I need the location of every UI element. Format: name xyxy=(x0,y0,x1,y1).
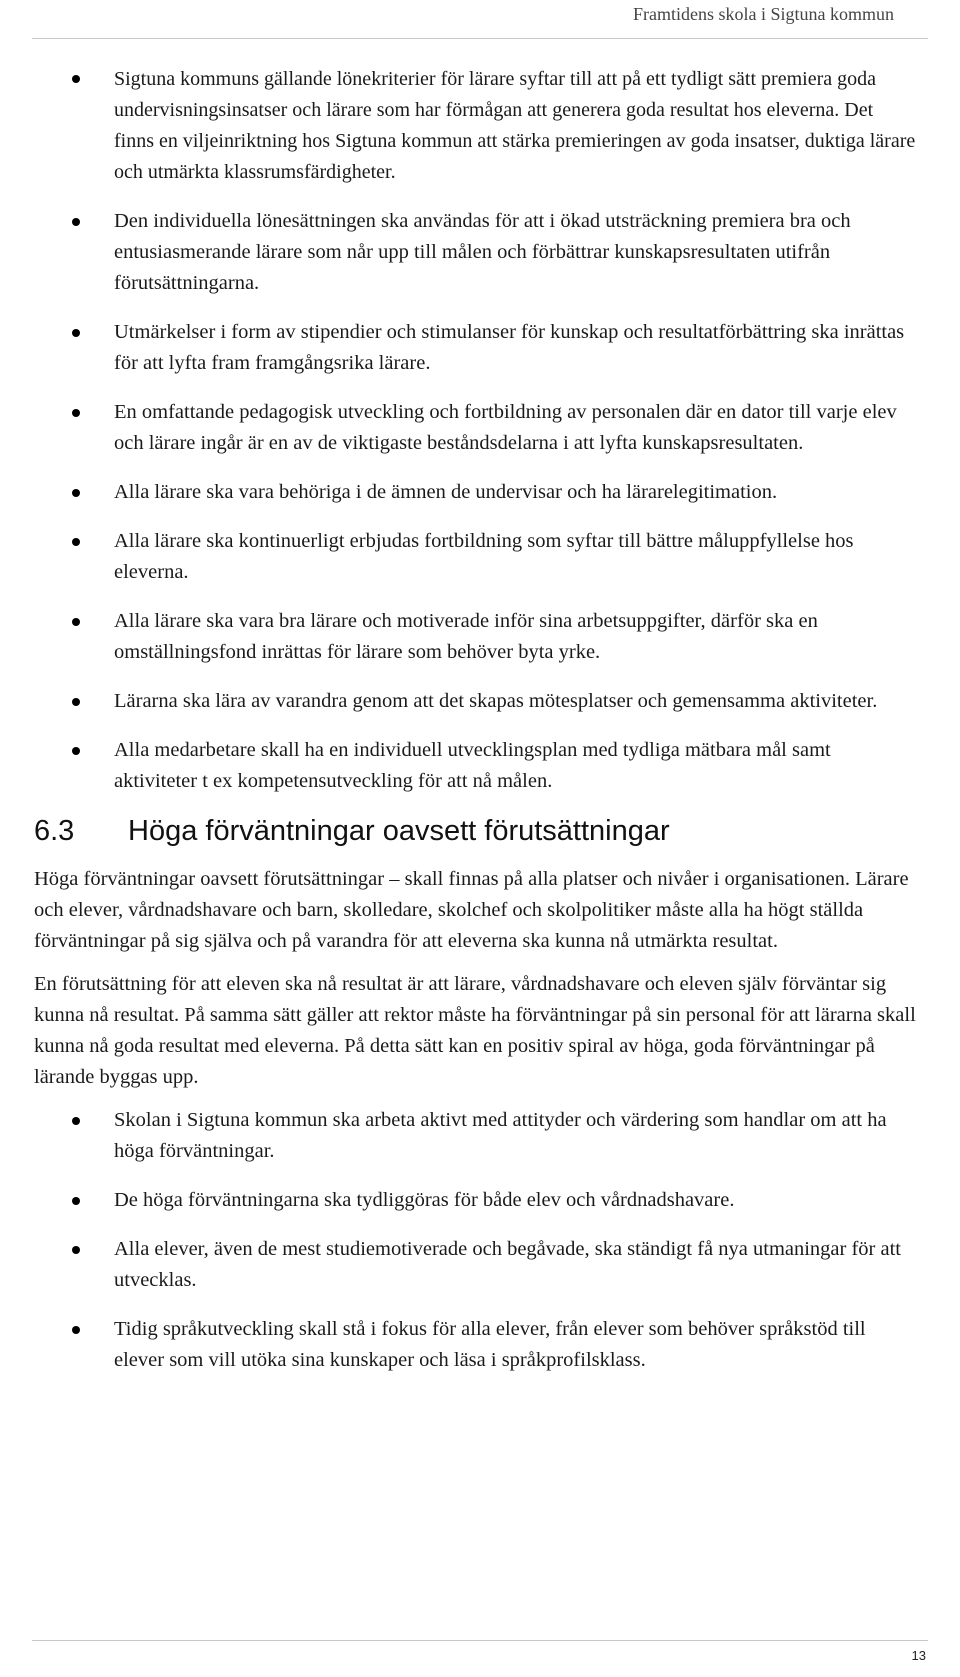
list-item: Lärarna ska lära av varandra genom att det skapas mötesplatser och gemensamma aktiviteter. xyxy=(34,686,916,717)
list-item: Den individuella lönesättningen ska användas för att i ökad utsträckning premiera bra och entusiasmerande lärare som når upp till målen och förbättrar kunskapsresultaten utifrån förutsättningarna. xyxy=(34,206,916,299)
bullet-dot-icon xyxy=(72,698,80,706)
list-item: Alla lärare ska vara behöriga i de ämnen de undervisar och ha lärarelegitimation. xyxy=(34,477,916,508)
list-item: Skolan i Sigtuna kommun ska arbeta aktivt med attityder och värdering som handlar om att ha höga förväntningar. xyxy=(34,1105,916,1167)
bullet-dot-icon xyxy=(72,329,80,337)
bullet-dot-icon xyxy=(72,75,80,83)
body-paragraph: Höga förväntningar oavsett förutsättningar – skall finnas på alla platser och nivåer i organisationen. Lärare och elever, vårdnadshavare och barn, skolledare, skolchef och skolpolitiker måste alla ha högt ställda förväntningar på sig själva och på varandra för att eleverna ska kunna nå utmärkta resultat. xyxy=(34,868,909,952)
footer-rule xyxy=(32,1640,928,1641)
list-item: En omfattande pedagogisk utveckling och fortbildning av personalen där en dator till varje elev och lärare ingår är en av de viktigaste beståndsdelarna i att lyfta kunskapsresultaten. xyxy=(34,397,916,459)
list-item: Sigtuna kommuns gällande lönekriterier för lärare syftar till att på ett tydligt sätt premiera goda undervisningsinsatser och lärare som har förmågan att generera goda resultat hos eleverna. Det finns en viljeinriktning hos Sigtuna kommun att stärka premieringen av goda insatser, duktiga lärare och utmärkta klassrumsfärdigheter. xyxy=(34,64,916,188)
list-item: De höga förväntningarna ska tydliggöras för både elev och vårdnadshavare. xyxy=(34,1185,916,1216)
page-number: 13 xyxy=(911,1648,926,1663)
bullet-dot-icon xyxy=(72,538,80,546)
bullet-dot-icon xyxy=(72,618,80,626)
bullet-dot-icon xyxy=(72,747,80,755)
section-title: Höga förväntningar oavsett förutsättningar xyxy=(128,815,670,847)
bullet-list-section xyxy=(34,1105,916,1376)
bullet-dot-icon xyxy=(72,409,80,417)
list-item: Alla lärare ska kontinuerligt erbjudas fortbildning som syftar till bättre måluppfyllelse hos eleverna. xyxy=(34,526,916,588)
bullet-dot-icon xyxy=(72,1197,80,1205)
section-number: 6.3 xyxy=(34,815,75,847)
list-item: Alla elever, även de mest studiemotiverade och begåvade, ska ständigt få nya utmaningar för att utvecklas. xyxy=(34,1234,916,1296)
bullet-dot-icon xyxy=(72,218,80,226)
bullet-dot-icon xyxy=(72,489,80,497)
list-item: Tidig språkutveckling skall stå i fokus för alla elever, från elever som behöver språkstöd till elever som vill utöka sina kunskaper och läsa i språkprofilsklass. xyxy=(34,1314,916,1376)
list-item: Alla medarbetare skall ha en individuell utvecklingsplan med tydliga mätbara mål samt aktiviteter t ex kompetensutveckling för att nå målen. xyxy=(34,735,916,797)
list-item: Utmärkelser i form av stipendier och stimulanser för kunskap och resultatförbättring ska inrättas för att lyfta fram framgångsrika lärare. xyxy=(34,317,916,379)
page-content xyxy=(34,64,916,1394)
running-header-title: Framtidens skola i Sigtuna kommun xyxy=(633,4,894,24)
bullet-dot-icon xyxy=(72,1246,80,1254)
bullet-dot-icon xyxy=(72,1117,80,1125)
running-header xyxy=(32,0,928,39)
list-item: Alla lärare ska vara bra lärare och motiverade inför sina arbetsuppgifter, därför ska en omställningsfond inrättas för lärare som behöver byta yrke. xyxy=(34,606,916,668)
bullet-list-top xyxy=(34,64,916,797)
body-paragraph: En förutsättning för att eleven ska nå resultat är att lärare, vårdnadshavare och eleven själv förväntar sig kunna nå resultat. På samma sätt gäller att rektor måste ha förväntningar på sin personal för att lärarna skall kunna nå goda resultat med eleverna. På detta sätt kan en positiv spiral av höga, goda förväntningar på lärande byggas upp. xyxy=(34,973,916,1088)
section-heading xyxy=(34,815,916,848)
bullet-dot-icon xyxy=(72,1326,80,1334)
